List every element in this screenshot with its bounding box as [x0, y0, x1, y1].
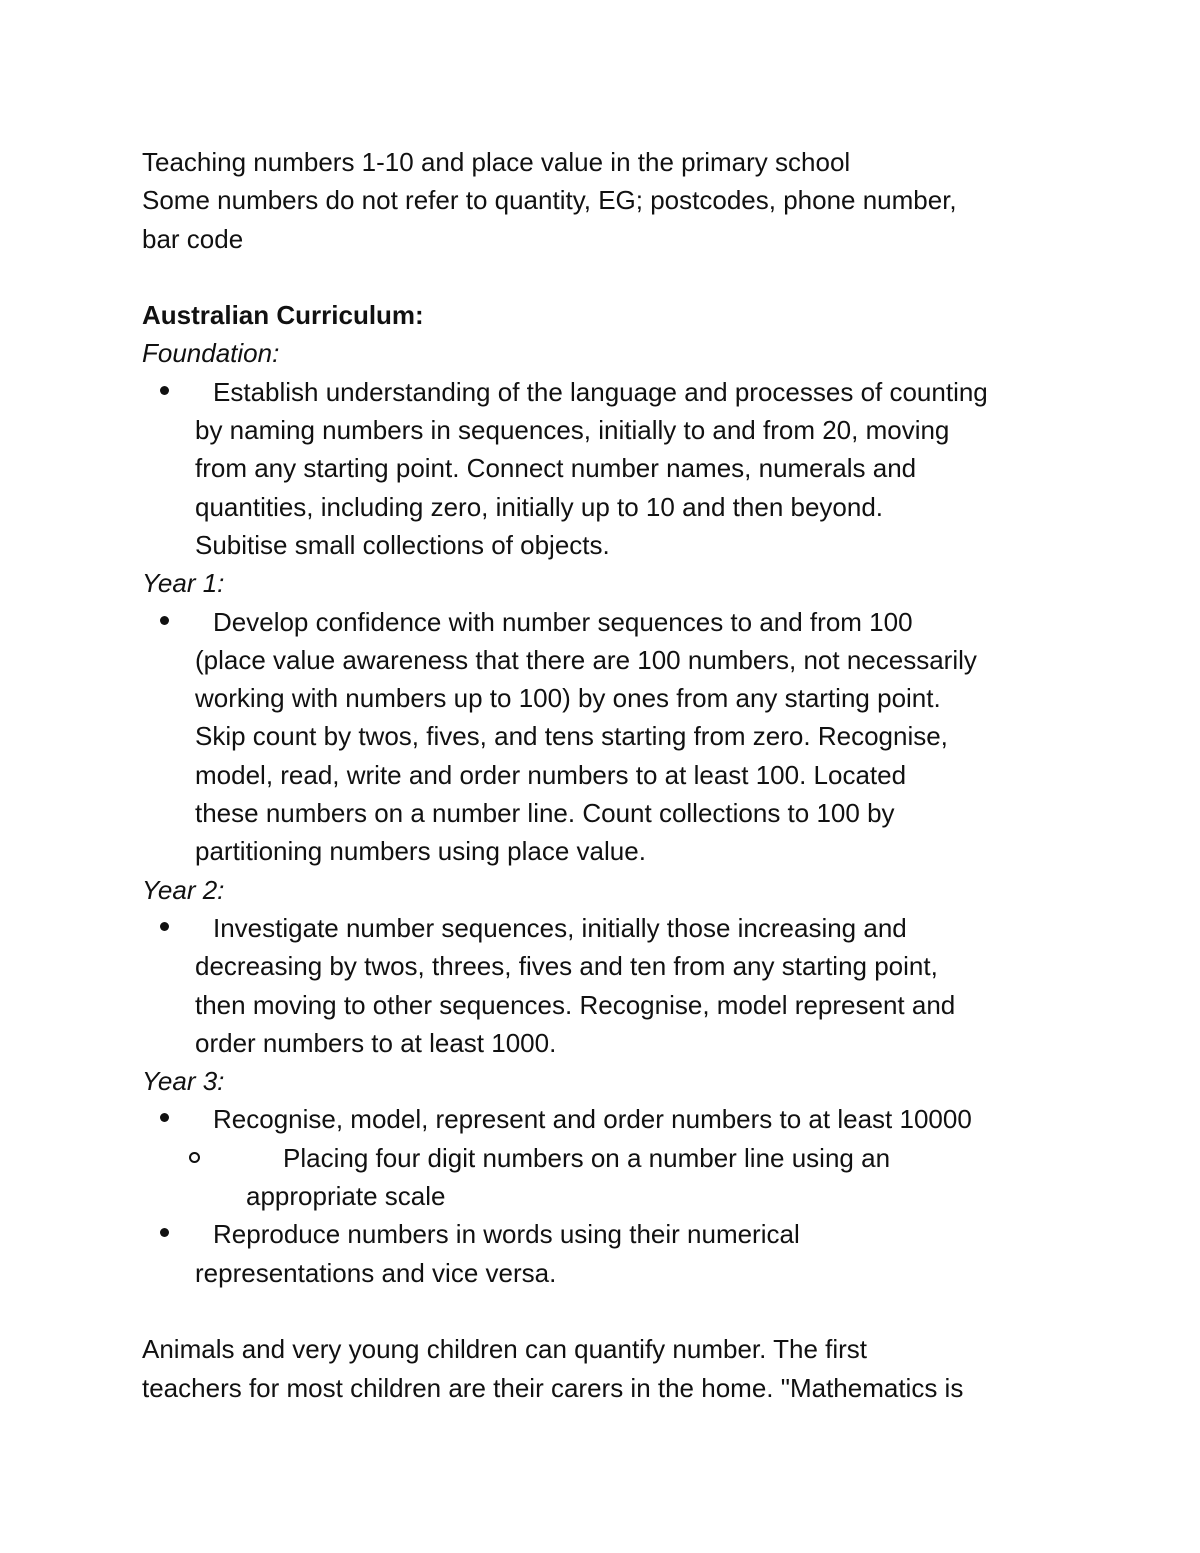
bullet-line: from any starting point. Connect number names, numerals and: [195, 453, 917, 484]
bullet-line: by naming numbers in sequences, initially to and from 20, moving: [195, 415, 950, 446]
closing-line-2: teachers for most children are their carers in the home. "Mathematics is: [142, 1372, 964, 1403]
bullet-line: Reproduce numbers in words using their numerical: [213, 1219, 800, 1250]
spacer: [142, 258, 1082, 296]
sub-bullet-line: Placing four digit numbers on a number line using an: [283, 1142, 891, 1173]
bullet-line: then moving to other sequences. Recognise, model represent and: [195, 989, 956, 1020]
spacer: [142, 1292, 1082, 1330]
bullet-line: representations and vice versa.: [195, 1257, 557, 1288]
bullet-line: quantities, including zero, initially up to 10 and then beyond.: [195, 491, 884, 522]
bullet-line: Investigate number sequences, initially those increasing and: [213, 912, 907, 943]
bullet-line: order numbers to at least 1000.: [195, 1027, 557, 1058]
bullet-line: working with numbers up to 100) by ones from any starting point.: [195, 683, 941, 714]
bullet-icon: [160, 386, 169, 395]
bullet-line: Develop confidence with number sequences to and from 100: [213, 606, 913, 637]
document-page: [142, 143, 1082, 1407]
bullet-icon: [160, 616, 169, 625]
bullet-line: Recognise, model, represent and order numbers to at least 10000: [213, 1104, 972, 1135]
year2-label: Year 2:: [142, 874, 225, 905]
bullet-line: Skip count by twos, fives, and tens starting from zero. Recognise,: [195, 721, 948, 752]
curriculum-heading: Australian Curriculum:: [142, 300, 424, 331]
intro-note-line-1: Some numbers do not refer to quantity, EG; postcodes, phone number,: [142, 185, 957, 216]
bullet-icon: [160, 1228, 169, 1237]
bullet-line: Subitise small collections of objects.: [195, 529, 610, 560]
bullet-line: decreasing by twos, threes, fives and ten from any starting point,: [195, 951, 938, 982]
intro-note-line-2: bar code: [142, 223, 244, 254]
bullet-line: these numbers on a number line. Count collections to 100 by: [195, 798, 895, 829]
year3-bullet-1: [142, 1100, 1082, 1138]
bullet-line: (place value awareness that there are 100 numbers, not necessarily: [195, 644, 977, 675]
year2-bullet: [142, 909, 1082, 1062]
bullet-line: partitioning numbers using place value.: [195, 836, 646, 867]
year3-sub-bullet: [142, 1139, 1082, 1216]
bullet-icon: [160, 922, 169, 931]
foundation-label: Foundation:: [142, 338, 280, 369]
foundation-bullet: [142, 373, 1082, 564]
sub-bullet-circle-icon: [189, 1152, 200, 1163]
year1-bullet: [142, 603, 1082, 871]
year3-label: Year 3:: [142, 1066, 225, 1097]
bullet-line: model, read, write and order numbers to at least 100. Located: [195, 759, 907, 790]
bullet-line: Establish understanding of the language and processes of counting: [213, 376, 988, 407]
sub-bullet-line: appropriate scale: [246, 1181, 446, 1212]
closing-line-1: Animals and very young children can quantify number. The first: [142, 1334, 868, 1365]
bullet-icon: [160, 1113, 169, 1122]
document-title: Teaching numbers 1-10 and place value in the primary school: [142, 147, 851, 177]
year3-bullet-2: [142, 1215, 1082, 1292]
year1-label: Year 1:: [142, 568, 225, 599]
